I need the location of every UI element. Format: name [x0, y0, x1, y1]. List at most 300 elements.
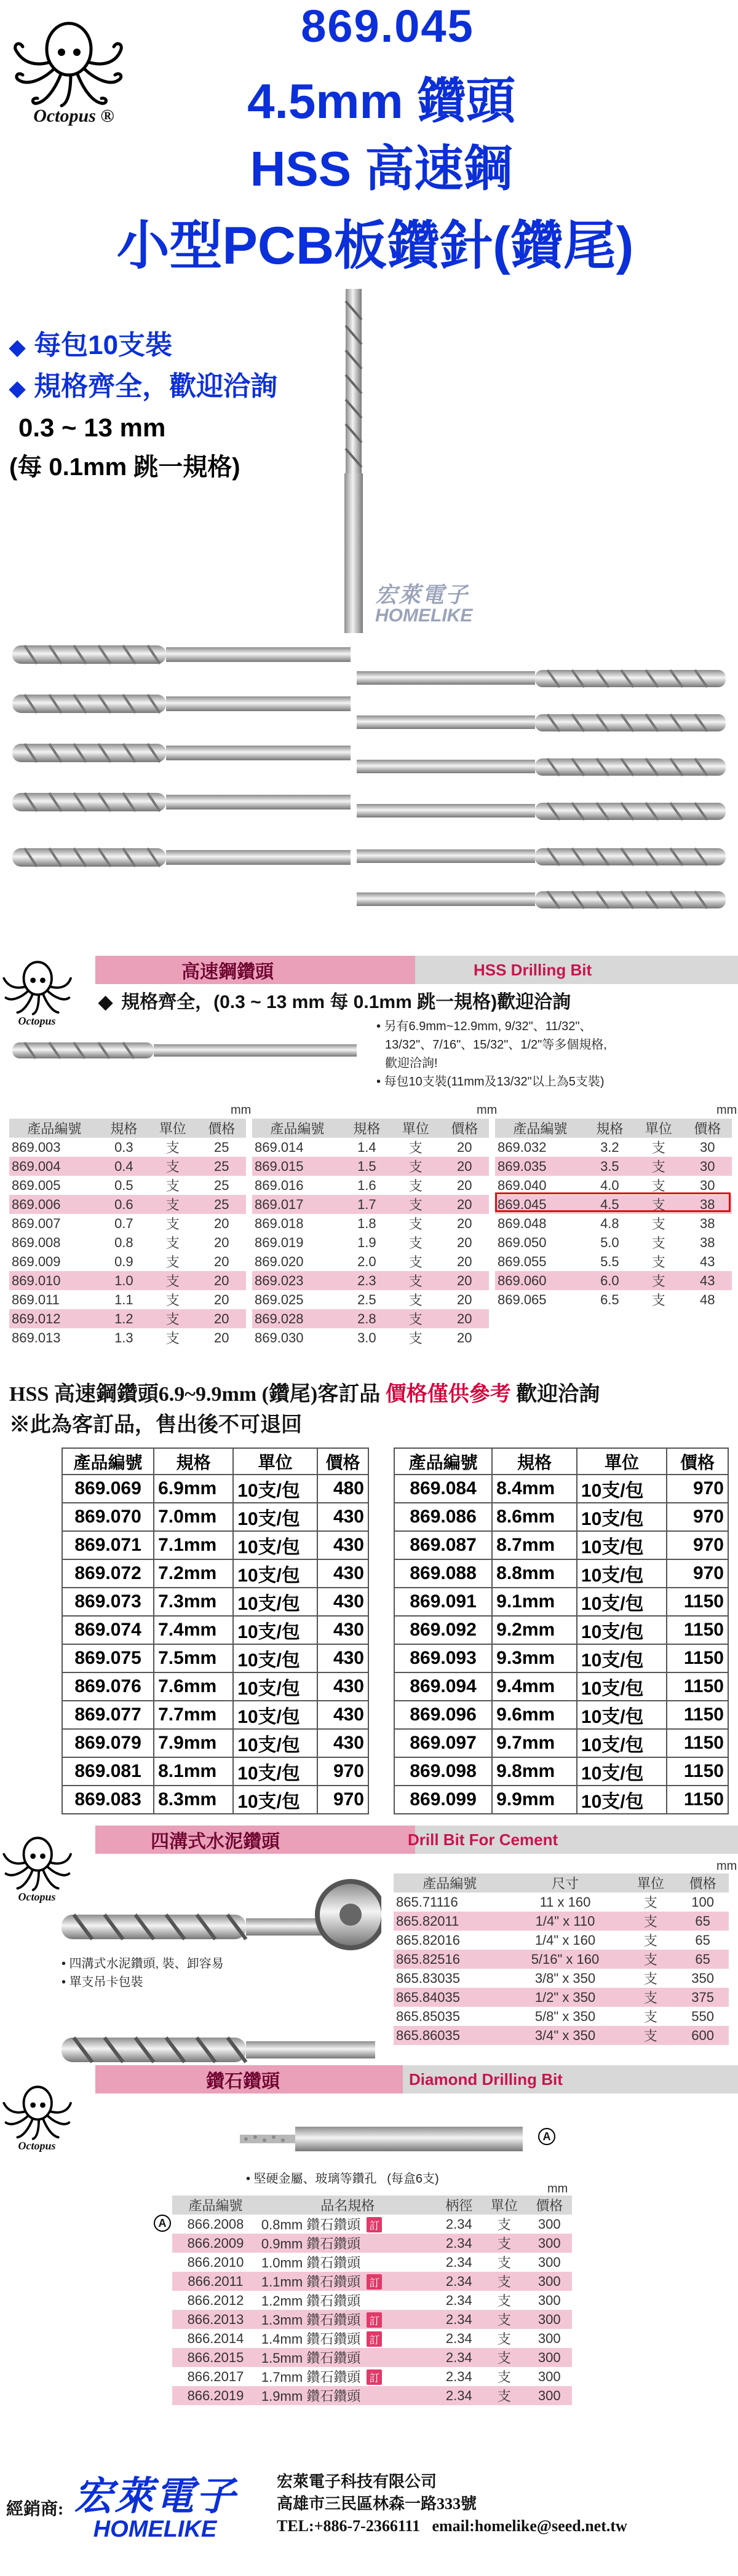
table-cell: 10支/包	[577, 1672, 667, 1701]
table-cell: 支	[408, 1293, 423, 1308]
spec-text: 0.9mm 鑽石鑽頭	[261, 2236, 361, 2251]
table-cell: 866.2015	[172, 2348, 259, 2367]
table-cell: 9.2mm	[492, 1616, 577, 1644]
table-row	[394, 1531, 728, 1559]
table-row	[394, 2007, 729, 2026]
table-cell	[259, 2310, 437, 2329]
table-cell: 25	[197, 1195, 246, 1214]
table-cell: 支	[148, 1195, 197, 1214]
table-header-row	[394, 1448, 728, 1475]
diamond-title-cn: 鑽石鑽頭	[95, 2065, 403, 2093]
table-cell: 支	[391, 1271, 440, 1290]
table-cell: 7.3mm	[154, 1588, 233, 1616]
company-name: 宏萊電子科技有限公司	[277, 2473, 437, 2491]
table-cell: 支	[165, 1293, 180, 1308]
table-cell: 300	[538, 2216, 561, 2232]
table-cell: 4.5	[585, 1195, 634, 1214]
range-main: 0.3 ~ 13 mm	[18, 413, 166, 442]
cement-title-cn: 四溝式水泥鑽頭	[95, 1826, 415, 1854]
column-header: 產品編號	[9, 1119, 100, 1138]
column-header: 規格	[154, 1448, 233, 1475]
table-cell: 7.5mm	[154, 1644, 233, 1672]
table-cell: 1.2	[100, 1309, 148, 1328]
table-cell: 869.045	[495, 1195, 585, 1214]
table-cell: 869.025	[255, 1291, 304, 1307]
table-cell: 300	[538, 2368, 561, 2384]
table-cell: 支	[651, 1140, 665, 1156]
table-cell: 25	[214, 1177, 229, 1193]
table-cell: 2.34	[437, 2272, 482, 2291]
column-header: 規格	[343, 1119, 391, 1138]
column-header: 柄徑	[437, 2196, 482, 2215]
table-cell	[259, 2272, 437, 2291]
table-row	[394, 1950, 729, 1969]
diamond-bullet-icon: ◆	[9, 336, 26, 359]
table-cell: 2.34	[437, 2348, 482, 2367]
table-cell: 10支/包	[577, 1729, 667, 1757]
table-row	[9, 1271, 246, 1290]
table-cell: 20	[440, 1195, 489, 1214]
table-row	[62, 1475, 368, 1503]
table-cell: 430	[317, 1701, 368, 1729]
column-header: 單位	[391, 1119, 440, 1138]
table-cell: 2.34	[437, 2386, 482, 2405]
table-cell: 20	[197, 1271, 246, 1290]
feature-item: ◆ 每包10支裝	[9, 330, 173, 360]
table-cell: 支	[634, 1157, 683, 1176]
table-cell: 支	[148, 1309, 197, 1328]
table-row	[9, 1195, 246, 1214]
table-cell: 30	[700, 1177, 715, 1193]
table-cell: 0.4	[100, 1157, 148, 1176]
no-return-line: ※此為客訂品，售出後不可退回	[9, 1414, 302, 1436]
table-cell: 100	[691, 1894, 714, 1910]
table-cell: 43	[700, 1253, 715, 1269]
octopus-logo-small: Octopus	[0, 959, 74, 1028]
table-cell: 869.020	[255, 1253, 304, 1269]
diamond-bullet-icon: ◆	[9, 377, 26, 400]
cement-notes	[62, 1955, 224, 1991]
table-cell: 支	[634, 1271, 683, 1290]
table-cell: 0.3	[114, 1139, 133, 1155]
table-cell: 866.2010	[187, 2254, 244, 2270]
table-cell: 869.014	[255, 1139, 304, 1155]
hss-drill-image	[12, 1039, 357, 1063]
table-cell: 1150	[667, 1701, 728, 1729]
table-row	[62, 1701, 368, 1729]
table-cell: 869.055	[498, 1253, 547, 1269]
feature-list	[9, 326, 277, 487]
table-cell: 300	[527, 2272, 573, 2291]
table-row	[252, 1290, 489, 1309]
table-cell: 0.8	[114, 1234, 133, 1250]
table-cell: 869.004	[9, 1157, 100, 1176]
table-cell: 865.83035	[396, 1970, 460, 1986]
table-cell: 869.018	[255, 1215, 304, 1231]
table-cell: 10支/包	[577, 1588, 667, 1616]
unit-mm: mm	[716, 1103, 737, 1117]
table-cell: 20	[214, 1234, 229, 1250]
table-row	[9, 1328, 246, 1347]
table-cell: 支	[391, 1309, 440, 1328]
table-cell: 869.012	[9, 1309, 100, 1328]
table-cell: 869.086	[394, 1503, 492, 1531]
table-cell: 869.060	[495, 1271, 585, 1290]
size-line: 4.5mm 鑽頭	[247, 74, 515, 128]
table-cell: 43	[683, 1271, 732, 1290]
table-cell: 1150	[667, 1757, 728, 1786]
table-cell: 10支/包	[233, 1672, 317, 1701]
table-cell: 869.017	[252, 1195, 343, 1214]
table-cell: 1150	[667, 1786, 728, 1814]
table-cell: 20	[214, 1215, 229, 1231]
table-cell: 0.6	[100, 1195, 148, 1214]
table-cell: 10支/包	[577, 1531, 667, 1559]
table-cell: 970	[667, 1531, 728, 1559]
table-cell: 430	[317, 1644, 368, 1672]
table-cell: 300	[527, 2234, 573, 2253]
table-cell: 869.076	[62, 1672, 154, 1701]
table-cell: 支	[408, 1331, 423, 1346]
table-cell: 9.1mm	[492, 1588, 577, 1616]
table-cell: 866.2012	[187, 2292, 244, 2308]
table-cell: 7.1mm	[154, 1531, 233, 1559]
table-cell: 480	[317, 1475, 368, 1503]
table-cell: 2.34	[437, 2310, 482, 2329]
table-row	[172, 2215, 572, 2234]
table-cell: 2.0	[357, 1253, 376, 1269]
table-row	[9, 1309, 246, 1328]
table-cell: 支	[651, 1235, 665, 1251]
table-cell: 支	[643, 1895, 657, 1910]
table-cell: 7.7mm	[154, 1701, 233, 1729]
table-cell: 869.023	[252, 1271, 343, 1290]
table-row	[252, 1176, 489, 1195]
table-cell: 支	[651, 1293, 665, 1308]
table-cell: 869.099	[394, 1786, 492, 1814]
octopus-logo-small: Octopus	[0, 2084, 74, 2153]
table-cell: 866.2009	[172, 2234, 259, 2253]
column-header: 產品編號	[495, 1119, 585, 1138]
column-header: 單位	[233, 1448, 317, 1475]
unit-mm: mm	[547, 2182, 568, 2196]
table-cell: 支	[165, 1255, 180, 1270]
table-cell: 1150	[667, 1644, 728, 1672]
table-cell	[259, 2215, 437, 2234]
table-cell: 865.82011	[394, 1912, 506, 1931]
unit-mm: mm	[477, 1103, 498, 1117]
table-row	[9, 1138, 246, 1157]
dealer-label: 經銷商:	[6, 2500, 64, 2519]
table-cell: 3.2	[600, 1139, 619, 1155]
table-row	[495, 1233, 732, 1252]
unit-mm: mm	[231, 1103, 252, 1117]
table-cell: 300	[538, 2330, 561, 2346]
column-header: 單位	[634, 1119, 683, 1138]
table-row	[394, 1588, 728, 1616]
table-cell: 支	[497, 2369, 511, 2385]
table-cell: 20	[214, 1253, 229, 1269]
table-cell: 6.5	[600, 1291, 619, 1307]
table-cell: 869.013	[12, 1329, 61, 1345]
diamond-bullet-icon: ◆	[98, 992, 113, 1012]
column-header: 價格	[527, 2196, 573, 2215]
table-row	[394, 1616, 728, 1644]
table-row	[62, 1559, 368, 1588]
table-cell: 869.011	[12, 1291, 60, 1307]
table-cell: 869.003	[12, 1139, 61, 1155]
note-line: 13/32"、7/16"、15/32"、1/2"等多個規格,	[385, 1038, 607, 1052]
table-cell: 869.030	[255, 1329, 304, 1345]
note-line: • 四溝式水泥鑽頭, 裝、卸容易	[62, 1957, 224, 1971]
table-cell: 支	[497, 2255, 511, 2271]
table-cell: 3.0	[357, 1329, 376, 1345]
table-cell: 300	[527, 2310, 573, 2329]
table-cell: 866.2019	[172, 2386, 259, 2405]
table-cell: 970	[667, 1503, 728, 1531]
table-cell: 430	[317, 1503, 368, 1531]
table-cell: 30	[683, 1157, 732, 1176]
table-cell: 10支/包	[233, 1729, 317, 1757]
table-row	[394, 1757, 728, 1786]
note-line: • 單支吊卡包裝	[62, 1975, 143, 1989]
column-header: 價格	[676, 1873, 729, 1893]
table-cell: 1150	[667, 1616, 728, 1644]
diamond-note: • 堅硬金屬、玻璃等鑽孔 (每盒6支)	[246, 2172, 439, 2186]
table-cell: 869.048	[498, 1215, 547, 1231]
table-cell: 支	[165, 1216, 180, 1232]
column-header: 產品編號	[394, 1448, 492, 1475]
table-cell: 2.34	[445, 2254, 472, 2270]
spec-text: 1.9mm 鑽石鑽頭	[261, 2389, 361, 2404]
table-cell: 支	[482, 2386, 526, 2405]
material-line: HSS 高速鋼	[250, 141, 513, 196]
table-cell: 1/2" x 350	[506, 1988, 624, 2007]
table-row	[172, 2348, 572, 2367]
table-cell: 869.050	[498, 1234, 547, 1250]
table-cell: 3/4" x 350	[506, 2026, 624, 2045]
table-cell: 2.8	[343, 1309, 391, 1328]
table-row	[252, 1195, 489, 1214]
table-cell: 2.34	[445, 2368, 472, 2384]
table-cell: 20	[214, 1329, 229, 1345]
table-cell: 0.9	[114, 1253, 133, 1269]
table-cell: 20	[457, 1291, 472, 1307]
table-cell: 20	[440, 1271, 489, 1290]
table-row	[62, 1531, 368, 1559]
table-cell: 2.34	[445, 2330, 472, 2346]
table-cell: 2.34	[445, 2216, 472, 2232]
table-cell: 865.86035	[394, 2026, 506, 2045]
table-cell: 10支/包	[577, 1475, 667, 1503]
table-cell: 20	[457, 1139, 472, 1155]
spec-text: 1.1mm 鑽石鑽頭	[261, 2274, 361, 2290]
spec-text: 0.8mm 鑽石鑽頭	[261, 2217, 361, 2232]
feature-item: ◆ 規格齊全，歡迎洽詢	[9, 371, 278, 401]
order-tag: 訂	[367, 2312, 382, 2328]
table-cell: 支	[634, 1195, 683, 1214]
table-cell: 65	[676, 1950, 729, 1969]
table-cell: 300	[538, 2254, 561, 2270]
cement-section-header	[95, 1826, 738, 1854]
table-row	[394, 1672, 728, 1701]
hss-table-1	[9, 1119, 246, 1347]
table-row	[394, 1503, 728, 1531]
table-cell: 48	[700, 1291, 715, 1307]
table-row	[172, 2272, 572, 2291]
order-tag: 訂	[367, 2217, 382, 2232]
table-cell: 430	[317, 1588, 368, 1616]
table-cell	[259, 2329, 437, 2348]
table-cell: 9.9mm	[492, 1786, 577, 1814]
spec-text: 1.3mm 鑽石鑽頭	[261, 2312, 361, 2328]
diamond-drill-image	[240, 2124, 535, 2154]
table-cell: 支	[482, 2310, 526, 2329]
table-cell: 支	[408, 1216, 423, 1232]
table-cell: 869.016	[255, 1177, 304, 1193]
table-cell: 8.6mm	[492, 1503, 577, 1531]
registered-mark: ®	[100, 106, 114, 126]
custom-table-right	[394, 1448, 729, 1814]
table-cell: 865.82516	[394, 1950, 506, 1969]
diamond-table	[172, 2196, 572, 2405]
column-header: 產品編號	[394, 1873, 506, 1893]
order-tag: 訂	[367, 2331, 382, 2347]
table-cell: 869.077	[62, 1701, 154, 1729]
table-cell: 支	[165, 1331, 180, 1346]
table-cell	[259, 2234, 437, 2253]
table-cell: 支	[408, 1235, 423, 1251]
table-cell: 9.8mm	[492, 1757, 577, 1786]
table-header-row	[9, 1119, 246, 1138]
table-cell: 支	[651, 1178, 665, 1194]
note-line: 歡迎洽詢!	[385, 1057, 438, 1070]
table-cell: 20	[197, 1309, 246, 1328]
table-cell: 20	[457, 1234, 472, 1250]
table-cell: 869.007	[12, 1215, 61, 1231]
table-cell: 支	[497, 2217, 511, 2232]
current-product-highlight	[495, 1192, 731, 1212]
table-row	[172, 2234, 572, 2253]
table-cell: 20	[440, 1309, 489, 1328]
table-cell: 支	[482, 2272, 526, 2291]
table-cell: 支	[625, 1912, 677, 1931]
table-cell: 869.009	[12, 1253, 61, 1269]
octopus-icon	[0, 2084, 74, 2142]
product-name: 小型PCB板鑽針(鑽尾)	[116, 216, 634, 275]
table-row	[252, 1328, 489, 1347]
table-cell: 430	[317, 1729, 368, 1757]
octopus-logo-small: Octopus	[0, 1835, 74, 1904]
table-cell: 10支/包	[577, 1503, 667, 1531]
table-row	[394, 1931, 729, 1950]
table-cell: 10支/包	[233, 1503, 317, 1531]
hss-table-3	[495, 1119, 732, 1309]
table-cell: 600	[676, 2026, 729, 2045]
table-cell: 869.071	[62, 1531, 154, 1559]
table-row	[172, 2253, 572, 2272]
table-cell: 20	[440, 1157, 489, 1176]
company-email: email:homelike@seed.net.tw	[432, 2517, 627, 2535]
table-cell: 20	[457, 1215, 472, 1231]
column-header: 規格	[585, 1119, 634, 1138]
table-cell: 38	[700, 1215, 715, 1231]
table-cell: 430	[317, 1531, 368, 1559]
table-cell: 10支/包	[233, 1475, 317, 1503]
table-row	[9, 1214, 246, 1233]
table-cell: 865.82016	[396, 1932, 460, 1948]
table-cell: 970	[317, 1757, 368, 1786]
column-header: 價格	[197, 1119, 246, 1138]
column-header: 單位	[148, 1119, 197, 1138]
table-cell: 1150	[667, 1729, 728, 1757]
table-cell: 支	[408, 1140, 423, 1156]
table-cell: 869.096	[394, 1701, 492, 1729]
column-header: 規格	[100, 1119, 148, 1138]
unit-mm: mm	[716, 1859, 737, 1873]
table-cell: 10支/包	[577, 1786, 667, 1814]
table-cell: 869.032	[498, 1139, 547, 1155]
table-cell: 20	[214, 1291, 229, 1307]
table-cell: 869.094	[394, 1672, 492, 1701]
table-cell: 1.7	[343, 1195, 391, 1214]
table-cell: 1.4	[357, 1139, 376, 1155]
column-header: 產品編號	[62, 1448, 154, 1475]
table-cell: 9.7mm	[492, 1729, 577, 1757]
table-header-row	[172, 2196, 572, 2215]
table-cell: 869.015	[252, 1157, 343, 1176]
table-cell: 869.028	[252, 1309, 343, 1328]
table-cell: 支	[643, 1971, 657, 1987]
table-cell: 869.088	[394, 1559, 492, 1588]
table-cell: 865.85035	[396, 2008, 460, 2024]
table-row	[62, 1672, 368, 1701]
table-cell: 300	[538, 2292, 561, 2308]
table-cell: 869.019	[255, 1234, 304, 1250]
table-cell: 8.3mm	[154, 1786, 233, 1814]
table-header-row	[495, 1119, 732, 1138]
table-cell: 430	[317, 1559, 368, 1588]
table-cell: 869.070	[62, 1503, 154, 1531]
table-row	[252, 1271, 489, 1290]
table-cell: 支	[482, 2348, 526, 2367]
table-row	[252, 1252, 489, 1271]
table-row	[495, 1271, 732, 1290]
table-cell: 300	[527, 2348, 573, 2367]
company-info	[277, 2471, 627, 2537]
table-cell: 869.065	[498, 1291, 547, 1307]
table-row	[62, 1757, 368, 1786]
table-cell: 869.087	[394, 1531, 492, 1559]
table-cell: 2.34	[445, 2292, 472, 2308]
table-cell: 866.2017	[187, 2368, 244, 2384]
table-row	[394, 1969, 729, 1988]
spec-text: 1.2mm 鑽石鑽頭	[261, 2293, 361, 2309]
table-cell: 1150	[667, 1588, 728, 1616]
table-cell: 支	[651, 1216, 665, 1232]
table-cell: 10支/包	[233, 1757, 317, 1786]
table-header-row	[252, 1119, 489, 1138]
table-cell	[259, 2291, 437, 2310]
table-cell: 20	[457, 1253, 472, 1269]
table-cell: 7.6mm	[154, 1672, 233, 1701]
table-cell: 869.075	[62, 1644, 154, 1672]
table-cell: 1.0	[100, 1271, 148, 1290]
table-row	[62, 1786, 368, 1814]
column-header: 產品編號	[252, 1119, 343, 1138]
table-cell: 20	[457, 1177, 472, 1193]
table-row	[252, 1233, 489, 1252]
